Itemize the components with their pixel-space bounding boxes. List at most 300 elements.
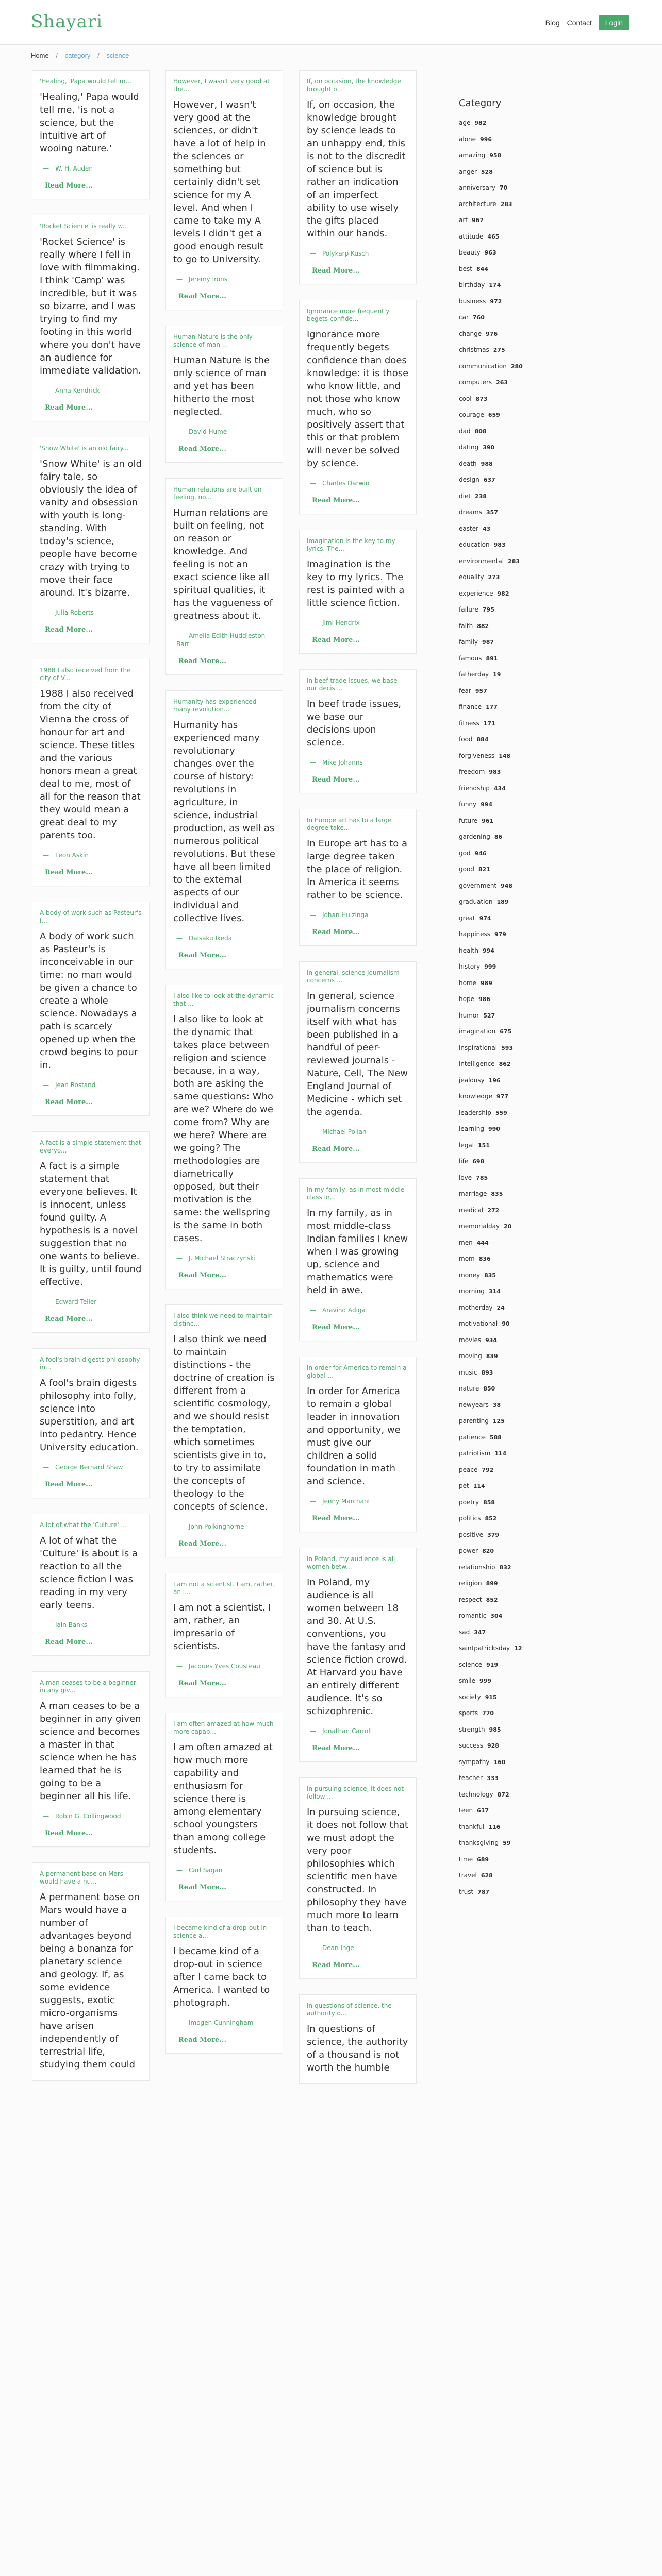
category-item[interactable] [459, 1624, 593, 1641]
quote-excerpt-link[interactable]: In order for America to remain a global ... [307, 1364, 407, 1379]
category-item[interactable] [459, 439, 593, 456]
category-item[interactable] [459, 1024, 593, 1040]
author-name[interactable]: David Hume [189, 428, 227, 435]
category-item[interactable] [459, 991, 593, 1008]
category-name[interactable]: government [459, 882, 497, 889]
category-name[interactable]: birthday [459, 281, 485, 289]
category-item[interactable] [459, 1560, 593, 1576]
quote-author[interactable]: — Jenny Marchant [310, 1498, 371, 1505]
category-name[interactable]: teacher [459, 1774, 483, 1782]
category-item[interactable] [459, 1040, 593, 1057]
quote-author[interactable]: — Mike Johanns [310, 759, 363, 766]
quote-author[interactable]: — Dean Inge [310, 1944, 354, 1952]
quote-excerpt-link[interactable]: However, I wasn't very good at the... [173, 78, 270, 93]
author-name[interactable]: John Polkinghorne [189, 1523, 244, 1530]
category-name[interactable]: famous [459, 654, 482, 662]
category-name[interactable]: jealousy [459, 1076, 485, 1084]
category-item[interactable] [459, 1511, 593, 1527]
category-item[interactable] [459, 1673, 593, 1689]
quote-excerpt-link[interactable]: Ignorance more frequently begets confide... [307, 308, 390, 323]
category-item[interactable] [459, 1462, 593, 1479]
category-name[interactable]: alone [459, 135, 476, 143]
quote-author[interactable]: — Charles Darwin [310, 480, 370, 487]
category-name[interactable]: environmental [459, 557, 504, 565]
category-name[interactable]: history [459, 963, 481, 970]
quote-excerpt-link[interactable]: Humanity has experienced many revolution... [173, 698, 257, 713]
category-item[interactable] [459, 618, 593, 635]
category-name[interactable]: happiness [459, 930, 491, 938]
category-item[interactable] [459, 845, 593, 862]
category-item[interactable] [459, 504, 593, 521]
category-name[interactable]: car [459, 314, 469, 321]
quote-author[interactable]: — Jonathan Carroll [310, 1727, 372, 1735]
category-name[interactable]: hope [459, 995, 474, 1003]
category-item[interactable] [459, 683, 593, 700]
category-name[interactable]: dating [459, 444, 479, 451]
category-name[interactable]: sports [459, 1709, 478, 1717]
quote-author[interactable]: — Julia Roberts [43, 609, 94, 616]
author-name[interactable]: J. Michael Straczynski [189, 1255, 256, 1262]
read-more-link[interactable]: Read More... [312, 1145, 360, 1153]
category-name[interactable]: motivational [459, 1320, 498, 1327]
category-item[interactable] [459, 894, 593, 910]
quote-excerpt-link[interactable]: I also like to look at the dynamic that ... [173, 992, 274, 1007]
read-more-link[interactable]: Read More... [312, 497, 360, 504]
read-more-link[interactable]: Read More... [45, 1315, 93, 1323]
quote-author[interactable]: — Amelia Edith Huddleston Barr [176, 632, 266, 648]
category-name[interactable]: family [459, 638, 478, 646]
category-name[interactable]: money [459, 1271, 481, 1279]
quote-author[interactable]: — David Hume [176, 428, 227, 435]
quote-excerpt-link[interactable]: I also think we need to maintain distinc... [173, 1312, 273, 1327]
read-more-link[interactable]: Read More... [178, 2036, 226, 2044]
category-item[interactable] [459, 1754, 593, 1771]
category-item[interactable] [459, 359, 593, 375]
category-item[interactable] [459, 959, 593, 975]
author-name[interactable]: Jeremy Irons [189, 276, 227, 283]
quote-excerpt-link[interactable]: 'Rocket Science' is really w... [40, 223, 128, 230]
category-item[interactable] [459, 1446, 593, 1462]
category-item[interactable] [459, 1640, 593, 1657]
category-item[interactable] [459, 748, 593, 765]
category-name[interactable]: graduation [459, 898, 493, 905]
read-more-link[interactable]: Read More... [312, 1515, 360, 1522]
read-more-link[interactable]: Read More... [312, 1961, 360, 1969]
category-item[interactable] [459, 1543, 593, 1560]
read-more-link[interactable]: Read More... [45, 1829, 93, 1837]
category-item[interactable] [459, 764, 593, 781]
category-item[interactable] [459, 796, 593, 813]
category-name[interactable]: power [459, 1547, 478, 1554]
quote-author[interactable]: — Aravind Adiga [310, 1307, 366, 1314]
author-name[interactable]: Charles Darwin [322, 480, 370, 487]
author-name[interactable]: Amelia Edith Huddleston Barr [176, 632, 266, 648]
category-name[interactable]: poetry [459, 1498, 479, 1506]
category-item[interactable] [459, 310, 593, 326]
category-name[interactable]: art [459, 216, 468, 224]
category-item[interactable] [459, 229, 593, 245]
category-item[interactable] [459, 569, 593, 586]
category-item[interactable] [459, 196, 593, 213]
quote-excerpt-link[interactable]: 'Snow White' is an old fairy... [40, 445, 129, 452]
category-item[interactable] [459, 1218, 593, 1235]
category-item[interactable] [459, 1852, 593, 1868]
author-name[interactable]: Robin G. Collingwood [55, 1812, 121, 1820]
category-item[interactable] [459, 975, 593, 992]
read-more-link[interactable]: Read More... [178, 952, 226, 959]
category-name[interactable]: music [459, 1368, 477, 1376]
category-name[interactable]: amazing [459, 151, 486, 159]
quote-excerpt-link[interactable]: A fool's brain digests philosophy in... [40, 1356, 140, 1371]
quote-excerpt-link[interactable]: A lot of what the 'Culture' ... [40, 1521, 127, 1529]
category-item[interactable] [459, 1121, 593, 1138]
quote-author[interactable]: — Jean Rostand [43, 1081, 96, 1089]
category-name[interactable]: great [459, 914, 475, 922]
category-name[interactable]: moving [459, 1352, 482, 1360]
category-item[interactable] [459, 1884, 593, 1901]
category-item[interactable] [459, 781, 593, 797]
read-more-link[interactable]: Read More... [45, 626, 93, 634]
category-name[interactable]: science [459, 1660, 483, 1668]
category-item[interactable] [459, 1381, 593, 1397]
category-item[interactable] [459, 1738, 593, 1754]
quote-excerpt-link[interactable]: If, on occasion, the knowledge brought b... [307, 78, 401, 93]
author-name[interactable]: Aravind Adiga [322, 1307, 366, 1314]
category-name[interactable]: saintpatricksday [459, 1645, 510, 1652]
category-item[interactable] [459, 1170, 593, 1187]
category-item[interactable] [459, 1527, 593, 1544]
quote-author[interactable]: — Jeremy Irons [176, 276, 227, 283]
category-name[interactable]: experience [459, 589, 493, 597]
category-item[interactable] [459, 407, 593, 423]
category-name[interactable]: education [459, 541, 490, 548]
author-name[interactable]: Leon Askin [55, 852, 89, 859]
category-name[interactable]: society [459, 1693, 481, 1701]
category-name[interactable]: thanksgiving [459, 1839, 499, 1846]
category-name[interactable]: knowledge [459, 1093, 493, 1100]
quote-excerpt-link[interactable]: I am often amazed at how much more capab... [173, 1720, 274, 1735]
category-item[interactable] [459, 1413, 593, 1430]
category-name[interactable]: learning [459, 1125, 484, 1132]
category-item[interactable] [459, 1267, 593, 1284]
category-item[interactable] [459, 1575, 593, 1592]
category-item[interactable] [459, 521, 593, 537]
author-name[interactable]: Julia Roberts [55, 609, 94, 616]
quote-author[interactable]: — Edward Teller [43, 1298, 97, 1306]
category-item[interactable] [459, 472, 593, 488]
category-item[interactable] [459, 115, 593, 131]
category-name[interactable]: anger [459, 167, 477, 175]
category-name[interactable]: god [459, 849, 471, 857]
quote-author[interactable]: — Leon Askin [43, 852, 89, 859]
category-name[interactable]: newyears [459, 1401, 489, 1409]
category-name[interactable]: courage [459, 411, 484, 418]
category-item[interactable] [459, 1154, 593, 1170]
category-name[interactable]: peace [459, 1466, 478, 1473]
category-name[interactable]: pet [459, 1482, 469, 1489]
category-item[interactable] [459, 586, 593, 602]
category-item[interactable] [459, 245, 593, 261]
category-name[interactable]: patience [459, 1433, 486, 1441]
quote-author[interactable]: — John Polkinghorne [176, 1523, 244, 1530]
author-name[interactable]: Dean Inge [322, 1944, 354, 1952]
category-item[interactable] [459, 1495, 593, 1511]
category-name[interactable]: health [459, 946, 478, 954]
read-more-link[interactable]: Read More... [178, 293, 226, 300]
category-name[interactable]: success [459, 1742, 483, 1749]
category-name[interactable]: equality [459, 573, 484, 581]
quote-author[interactable]: — Robin G. Collingwood [43, 1812, 121, 1820]
category-name[interactable]: attitude [459, 232, 484, 240]
category-name[interactable]: gardening [459, 833, 490, 840]
category-item[interactable] [459, 456, 593, 472]
quote-excerpt-link[interactable]: In general, science journalism concerns ... [307, 969, 400, 984]
category-item[interactable] [459, 1365, 593, 1381]
read-more-link[interactable]: Read More... [178, 1540, 226, 1548]
category-name[interactable]: respect [459, 1596, 482, 1603]
read-more-link[interactable]: Read More... [178, 657, 226, 665]
category-item[interactable] [459, 1787, 593, 1803]
category-name[interactable]: romantic [459, 1612, 487, 1619]
quote-author[interactable]: — Carl Sagan [176, 1867, 223, 1874]
category-item[interactable] [459, 1819, 593, 1836]
category-name[interactable]: men [459, 1239, 473, 1246]
read-more-link[interactable]: Read More... [312, 1744, 360, 1752]
read-more-link[interactable]: Read More... [312, 636, 360, 644]
quote-excerpt-link[interactable]: I am not a scientist. I am, rather, an i... [173, 1581, 275, 1596]
category-item[interactable] [459, 1202, 593, 1219]
category-item[interactable] [459, 813, 593, 829]
category-item[interactable] [459, 326, 593, 343]
category-name[interactable]: trust [459, 1888, 474, 1895]
category-item[interactable] [459, 488, 593, 505]
quote-excerpt-link[interactable]: In questions of science, the authority o... [307, 2002, 392, 2017]
read-more-link[interactable]: Read More... [45, 404, 93, 412]
quote-author[interactable]: — Michael Pollan [310, 1128, 367, 1136]
read-more-link[interactable]: Read More... [45, 1481, 93, 1488]
category-item[interactable] [459, 423, 593, 440]
category-name[interactable]: morning [459, 1287, 485, 1295]
quote-excerpt-link[interactable]: In Poland, my audience is all women betw... [307, 1555, 395, 1570]
category-item[interactable] [459, 1089, 593, 1105]
read-more-link[interactable]: Read More... [178, 1884, 226, 1891]
category-item[interactable] [459, 651, 593, 667]
category-item[interactable] [459, 910, 593, 927]
read-more-link[interactable]: Read More... [178, 1680, 226, 1687]
category-item[interactable] [459, 861, 593, 878]
read-more-link[interactable]: Read More... [45, 1098, 93, 1106]
category-item[interactable] [459, 1300, 593, 1316]
category-name[interactable]: easter [459, 524, 479, 532]
category-item[interactable] [459, 1868, 593, 1884]
category-name[interactable]: food [459, 736, 473, 743]
quote-author[interactable]: — Jimi Hendrix [310, 619, 360, 626]
category-name[interactable]: fitness [459, 719, 479, 727]
category-name[interactable]: time [459, 1855, 473, 1863]
category-item[interactable] [459, 375, 593, 391]
category-item[interactable] [459, 1332, 593, 1349]
quote-excerpt-link[interactable]: A man ceases to be a beginner in any giv... [40, 1679, 136, 1694]
author-name[interactable]: Mike Johanns [322, 759, 363, 766]
category-name[interactable]: motherday [459, 1303, 493, 1311]
quote-excerpt-link[interactable]: 1988 I also received from the city of V... [40, 667, 131, 682]
category-item[interactable] [459, 602, 593, 618]
quote-author[interactable]: — George Bernard Shaw [43, 1464, 123, 1471]
quote-author[interactable]: — Johan Huizinga [310, 911, 369, 919]
category-item[interactable] [459, 1803, 593, 1819]
category-name[interactable]: life [459, 1158, 469, 1165]
category-name[interactable]: fatherday [459, 671, 489, 678]
category-name[interactable]: communication [459, 362, 507, 370]
category-name[interactable]: positive [459, 1531, 484, 1538]
category-item[interactable] [459, 1705, 593, 1722]
category-name[interactable]: marriage [459, 1190, 487, 1197]
breadcrumb-current[interactable]: science [106, 52, 129, 59]
category-item[interactable] [459, 1608, 593, 1624]
author-name[interactable]: Jean Rostand [55, 1081, 96, 1089]
quote-author[interactable]: — Jacques Yves Cousteau [176, 1663, 260, 1670]
author-name[interactable]: Jenny Marchant [322, 1498, 371, 1505]
category-name[interactable]: friendship [459, 784, 490, 792]
category-name[interactable]: dreams [459, 509, 482, 516]
category-name[interactable]: inspirational [459, 1044, 498, 1052]
quote-excerpt-link[interactable]: In Europe art has to a large degree take... [307, 817, 392, 832]
category-item[interactable] [459, 1105, 593, 1122]
category-name[interactable]: dad [459, 427, 471, 435]
category-item[interactable] [459, 537, 593, 553]
category-name[interactable]: travel [459, 1872, 477, 1879]
category-item[interactable] [459, 667, 593, 683]
category-name[interactable]: sympathy [459, 1758, 490, 1766]
category-name[interactable]: movies [459, 1336, 482, 1344]
category-item[interactable] [459, 1008, 593, 1024]
author-name[interactable]: Edward Teller [55, 1298, 97, 1306]
category-item[interactable] [459, 1348, 593, 1365]
read-more-link[interactable]: Read More... [312, 776, 360, 784]
category-name[interactable]: home [459, 979, 477, 987]
category-item[interactable] [459, 1316, 593, 1332]
category-item[interactable] [459, 926, 593, 943]
category-name[interactable]: design [459, 476, 479, 483]
category-name[interactable]: leadership [459, 1109, 491, 1116]
category-item[interactable] [459, 1138, 593, 1154]
quote-excerpt-link[interactable]: I became kind of a drop-out in science a... [173, 1924, 267, 1939]
category-name[interactable]: imagination [459, 1028, 496, 1035]
nav-blog-link[interactable]: Blog [545, 19, 560, 27]
category-item[interactable] [459, 342, 593, 359]
category-name[interactable]: christmas [459, 346, 489, 353]
nav-contact-link[interactable]: Contact [567, 19, 592, 27]
category-name[interactable]: forgiveness [459, 752, 495, 759]
category-item[interactable] [459, 164, 593, 180]
category-item[interactable] [459, 1186, 593, 1202]
quote-excerpt-link[interactable]: A permanent base on Mars would have a nu... [40, 1870, 123, 1885]
category-name[interactable]: death [459, 460, 477, 467]
quote-excerpt-link[interactable]: In beef trade issues, we base our decisi... [307, 677, 398, 692]
category-name[interactable]: architecture [459, 200, 496, 208]
read-more-link[interactable]: Read More... [178, 445, 226, 453]
category-item[interactable] [459, 131, 593, 148]
category-name[interactable]: smile [459, 1677, 475, 1684]
category-name[interactable]: cool [459, 395, 472, 402]
category-name[interactable]: politics [459, 1515, 481, 1522]
author-name[interactable]: Jimi Hendrix [322, 619, 360, 626]
category-name[interactable]: computers [459, 379, 492, 386]
category-name[interactable]: thankful [459, 1823, 485, 1831]
category-item[interactable] [459, 878, 593, 894]
read-more-link[interactable]: Read More... [312, 928, 360, 936]
author-name[interactable]: Michael Pollan [322, 1128, 367, 1136]
category-item[interactable] [459, 699, 593, 716]
category-name[interactable]: intelligence [459, 1060, 495, 1067]
category-name[interactable]: diet [459, 492, 471, 500]
category-item[interactable] [459, 716, 593, 732]
category-item[interactable] [459, 1235, 593, 1251]
author-name[interactable]: Carl Sagan [189, 1867, 223, 1874]
category-name[interactable]: sad [459, 1628, 470, 1636]
category-item[interactable] [459, 943, 593, 959]
category-item[interactable] [459, 1478, 593, 1495]
category-name[interactable]: business [459, 297, 486, 305]
category-item[interactable] [459, 1770, 593, 1787]
author-name[interactable]: Jonathan Carroll [322, 1727, 372, 1735]
read-more-link[interactable]: Read More... [312, 267, 360, 275]
author-name[interactable]: Polykarp Kusch [322, 250, 369, 257]
quote-author[interactable]: — Polykarp Kusch [310, 250, 369, 257]
author-name[interactable]: Anna Kendrick [55, 387, 100, 394]
category-item[interactable] [459, 829, 593, 845]
category-item[interactable] [459, 1430, 593, 1446]
category-item[interactable] [459, 1689, 593, 1706]
category-item[interactable] [459, 1657, 593, 1673]
category-name[interactable]: good [459, 866, 474, 873]
login-button[interactable]: Login [599, 15, 629, 30]
author-name[interactable]: Johan Huizinga [322, 911, 369, 919]
category-name[interactable]: medical [459, 1206, 484, 1214]
category-name[interactable]: finance [459, 703, 482, 710]
category-name[interactable]: parenting [459, 1417, 489, 1425]
quote-excerpt-link[interactable]: A fact is a simple statement that everyo... [40, 1139, 141, 1154]
quote-excerpt-link[interactable]: In my family, as in most middle-class In... [307, 1186, 407, 1201]
category-item[interactable] [459, 1397, 593, 1414]
breadcrumb-category[interactable]: category [64, 52, 91, 59]
category-item[interactable] [459, 1722, 593, 1738]
read-more-link[interactable]: Read More... [178, 1272, 226, 1279]
quote-excerpt-link[interactable]: Human relations are built on feeling, no... [173, 486, 262, 501]
category-name[interactable]: funny [459, 801, 477, 808]
category-name[interactable]: fear [459, 687, 471, 694]
quote-author[interactable]: — W. H. Auden [43, 165, 93, 172]
category-item[interactable] [459, 391, 593, 408]
quote-excerpt-link[interactable]: In pursuing science, it does not follow ... [307, 1785, 404, 1800]
quote-author[interactable]: — Imogen Cunningham [176, 2019, 254, 2026]
category-name[interactable]: mom [459, 1255, 475, 1262]
category-name[interactable]: religion [459, 1580, 482, 1587]
author-name[interactable]: Imogen Cunningham [189, 2019, 254, 2026]
quote-excerpt-link[interactable]: Human Nature is the only science of man ... [173, 333, 253, 348]
category-item[interactable] [459, 1251, 593, 1267]
category-name[interactable]: failure [459, 606, 478, 613]
author-name[interactable]: Jacques Yves Cousteau [189, 1663, 260, 1670]
category-item[interactable] [459, 180, 593, 196]
category-item[interactable] [459, 261, 593, 278]
author-name[interactable]: Daisaku Ikeda [189, 935, 232, 942]
breadcrumb-home[interactable]: Home [31, 52, 49, 59]
quote-excerpt-link[interactable]: A body of work such as Pasteur's i... [40, 909, 142, 924]
category-name[interactable]: love [459, 1174, 472, 1181]
category-item[interactable] [459, 732, 593, 748]
read-more-link[interactable]: Read More... [45, 182, 93, 190]
